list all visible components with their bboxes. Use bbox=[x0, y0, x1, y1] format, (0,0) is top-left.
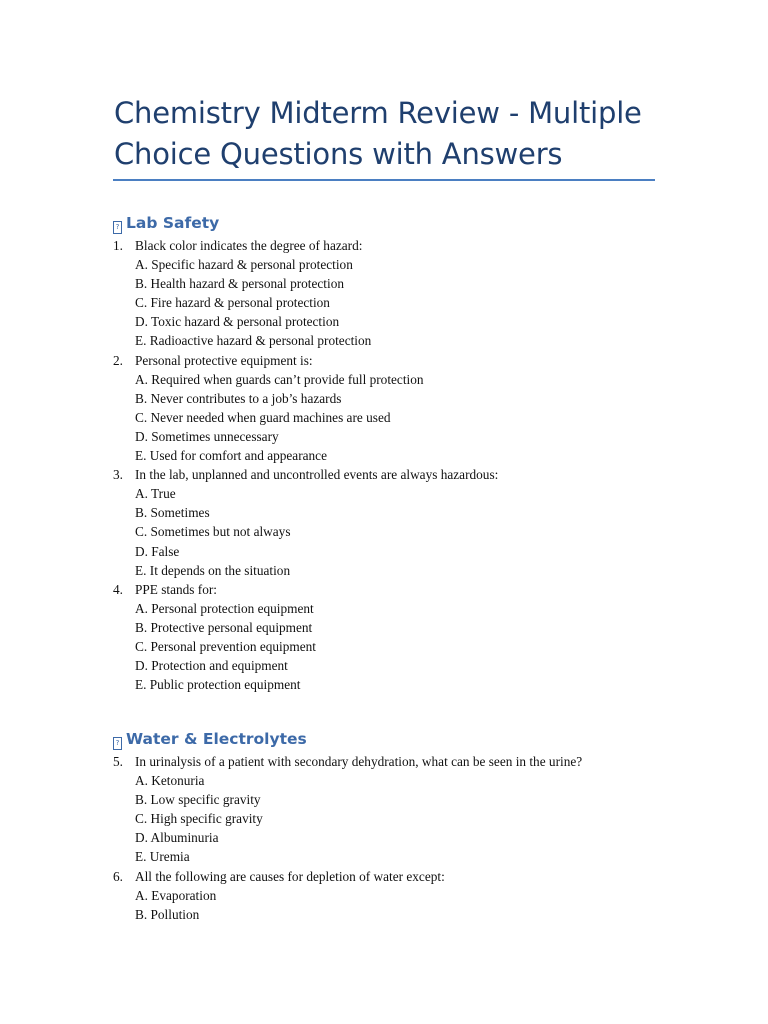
answer-option: E. Public protection equipment bbox=[135, 677, 301, 693]
question-number: 4. bbox=[113, 581, 123, 597]
answer-option: C. Personal prevention equipment bbox=[135, 638, 316, 654]
answer-option: A. Specific hazard & personal protection bbox=[135, 257, 353, 273]
answer-option: C. Never needed when guard machines are used bbox=[135, 409, 391, 425]
question-text: Personal protective equipment is: bbox=[135, 352, 313, 368]
answer-option: C. Fire hazard & personal protection bbox=[135, 295, 330, 311]
question-item bbox=[113, 465, 713, 580]
question-line bbox=[113, 580, 713, 599]
section-lab-safety bbox=[113, 212, 713, 694]
question-line bbox=[113, 867, 713, 886]
answer-option: A. Evaporation bbox=[135, 887, 217, 903]
answer-option: A. Ketonuria bbox=[135, 773, 205, 789]
answer-option: E. Radioactive hazard & personal protection bbox=[135, 333, 372, 349]
section-heading bbox=[113, 212, 713, 234]
question-item bbox=[113, 351, 713, 466]
question-number: 2. bbox=[113, 352, 123, 368]
question-text: In urinalysis of a patient with secondary dehydration, what can be seen in the urine? bbox=[135, 754, 583, 769]
answer-option: B. Protective personal equipment bbox=[135, 619, 313, 635]
answer-option: D. Albuminuria bbox=[135, 830, 219, 846]
section-heading-text: Lab Safety bbox=[126, 214, 220, 232]
answer-option: D. Toxic hazard & personal protection bbox=[135, 314, 340, 330]
question-line bbox=[113, 351, 713, 370]
question-item bbox=[113, 867, 713, 924]
section-water-electrolytes bbox=[113, 728, 713, 924]
question-item bbox=[113, 580, 713, 695]
answer-option: D. False bbox=[135, 543, 180, 559]
question-text: All the following are causes for depletion of water except: bbox=[135, 868, 445, 884]
answer-option: E. It depends on the situation bbox=[135, 562, 291, 578]
document-title: Chemistry Midterm Review - Multiple Choice Questions with Answers bbox=[114, 96, 642, 171]
answer-option: B. Pollution bbox=[135, 906, 200, 922]
question-text: PPE stands for: bbox=[135, 581, 218, 597]
question-number: 5. bbox=[113, 754, 123, 769]
answer-option: E. Used for comfort and appearance bbox=[135, 448, 327, 464]
answer-option: A. Required when guards can’t provide full protection bbox=[135, 371, 424, 387]
answer-option: A. Personal protection equipment bbox=[135, 600, 314, 616]
answer-option: D. Sometimes unnecessary bbox=[135, 428, 279, 444]
question-number: 1. bbox=[113, 238, 123, 253]
question-line bbox=[113, 465, 713, 484]
question-number: 6. bbox=[113, 868, 123, 884]
question-line bbox=[113, 752, 713, 771]
answer-option: B. Health hazard & personal protection bbox=[135, 276, 344, 292]
section-heading bbox=[113, 728, 713, 750]
missing-glyph-icon: ? bbox=[113, 737, 122, 750]
question-number: 3. bbox=[113, 467, 123, 483]
answer-option: C. Sometimes but not always bbox=[135, 524, 291, 540]
answer-option: C. High specific gravity bbox=[135, 811, 263, 827]
question-item bbox=[113, 752, 713, 867]
section-heading-text: Water & Electrolytes bbox=[126, 730, 307, 748]
question-text: Black color indicates the degree of hazard: bbox=[135, 238, 363, 253]
answer-option: B. Low specific gravity bbox=[135, 792, 261, 808]
answer-option: A. True bbox=[135, 486, 176, 502]
question-line bbox=[113, 236, 713, 255]
question-text: In the lab, unplanned and uncontrolled events are always hazardous: bbox=[135, 467, 499, 483]
answer-option: E. Uremia bbox=[135, 849, 190, 865]
answer-option: B. Never contributes to a job’s hazards bbox=[135, 390, 342, 406]
missing-glyph-icon: ? bbox=[113, 221, 122, 234]
title-divider bbox=[113, 179, 655, 181]
question-item bbox=[113, 236, 713, 351]
answer-option: D. Protection and equipment bbox=[135, 658, 288, 674]
answer-option: B. Sometimes bbox=[135, 505, 210, 521]
